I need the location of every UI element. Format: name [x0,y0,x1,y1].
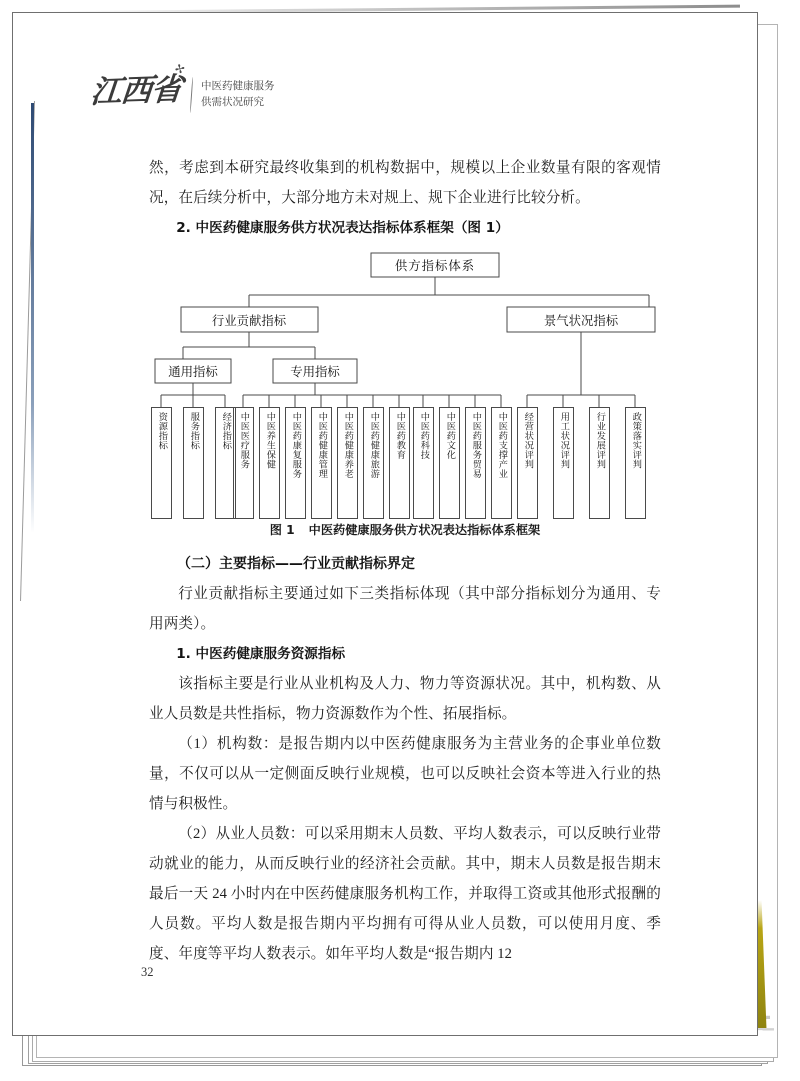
leaf-box-prosperity-2 [589,407,610,519]
node-special-label: 专用指标 [290,365,340,379]
figure-caption [149,521,661,538]
leaf-label-special-6: 中医药教育 [395,412,406,460]
node-prosperity-label: 景气状况指标 [543,314,619,328]
logo-subtitle [201,75,275,110]
leaf-label-prosperity-1: 用工状况评判 [559,412,570,469]
leaf-box-general-0 [151,407,172,519]
paragraph-3: 该指标主要是行业从业机构及人力、物力等资源状况。其中，机构数、从业人员数是共性指标，物力资源数作为个性、拓展指标。 [149,676,661,722]
leaf-box-special-4 [337,407,358,519]
leaf-box-prosperity-1 [553,407,574,519]
leaf-label-general-0: 资源指标 [157,412,168,450]
page-corner-fold [20,101,82,601]
heading-section: （二）主要指标——行业贡献指标界定 [177,556,415,572]
page-number: 32 [141,965,154,979]
leaf-label-special-5: 中医药健康旅游 [369,412,380,479]
leaf-box-prosperity-3 [625,407,646,519]
leaf-label-special-8: 中医药文化 [445,412,456,460]
body-text-bottom [149,549,661,969]
paragraph-4: （1）机构数：是报告期内以中医药健康服务为主营业务的企事业单位数量，不仅可以从一定侧面反映行业规模，也可以反映社会资本等进入行业的热情与积极性。 [149,736,661,812]
leaf-label-general-2: 经济指标 [221,412,232,450]
figure-1 [149,249,661,549]
leaf-label-prosperity-2: 行业发展评判 [595,412,606,469]
leaf-label-special-9: 中医药服务贸易 [471,412,482,479]
leaf-box-special-3 [311,407,332,519]
logo-subtitle-line-1: 中医药健康服务 [201,80,275,92]
paragraph-1: 然，考虑到本研究最终收集到的机构数据中，规模以上企业数量有限的客观情况，在后续分析中，大部分地方未对规上、规下企业进行比较分析。 [149,160,661,206]
logo-divider [190,77,194,113]
leaf-label-special-4: 中医药健康养老 [343,412,354,479]
leaf-box-special-0 [233,407,254,519]
leaf-label-special-1: 中医养生保健 [265,412,276,469]
leaf-label-prosperity-0: 经营状况评判 [523,412,534,469]
paragraph-5: （2）从业人员数：可以采用期末人员数、平均人数表示，可以反映行业带动就业的能力，从而反映行业的经济社会贡献。其中，期末人员数是报告期末最后一天 24 小时内在中医药健康服务机构工作，并取得工资或其他形式报酬的人员数。平均人数是报告期内平均拥有可得从业人员数，可以使用月度、季度、年度等平均人数表示。如年平均人数是“报告期内 12 [149,826,661,962]
node-root-label: 供方指标体系 [394,259,476,273]
leaf-label-general-1: 服务指标 [189,412,200,450]
logo-script-text: 江西省 [89,71,183,110]
leaf-box-general-1 [183,407,204,519]
leaf-label-prosperity-3: 政策落实评判 [631,412,642,469]
leaf-label-special-3: 中医药健康管理 [317,412,328,479]
leaf-box-prosperity-0 [517,407,538,519]
document-page [12,12,758,1036]
publisher-logo [89,61,275,113]
node-industry-label: 行业贡献指标 [211,314,287,328]
leaf-label-special-7: 中医药科技 [419,412,430,460]
figure-caption-label: 图 1 [269,523,295,537]
logo-subtitle-line-2: 供需状况研究 [201,96,264,108]
page-corner-fold-spine [31,103,34,533]
heading-2: 2. 中医药健康服务供方状况表达指标体系框架（图 1） [176,220,509,236]
node-general-label: 通用指标 [168,365,218,379]
figure-caption-text: 中医药健康服务供方状况表达指标体系框架 [308,523,541,537]
leaf-label-special-0: 中医医疗服务 [239,412,250,469]
leaf-box-special-2 [285,407,306,519]
sprout-icon: ✢ [173,61,187,77]
leaf-box-special-9 [465,407,486,519]
leaf-label-special-10: 中医药支撑产业 [497,412,508,479]
paragraph-2: 行业贡献指标主要通过如下三类指标体现（其中部分指标划分为通用、专用两类）。 [149,586,661,632]
body-text-top [149,153,661,243]
leaf-box-special-6 [389,407,410,519]
leaf-box-special-5 [363,407,384,519]
leaf-box-special-8 [439,407,460,519]
heading-1: 1. 中医药健康服务资源指标 [176,646,346,662]
leaf-label-special-2: 中医药康复服务 [291,412,302,479]
leaf-box-special-1 [259,407,280,519]
leaf-box-special-7 [413,407,434,519]
leaf-box-special-10 [491,407,512,519]
